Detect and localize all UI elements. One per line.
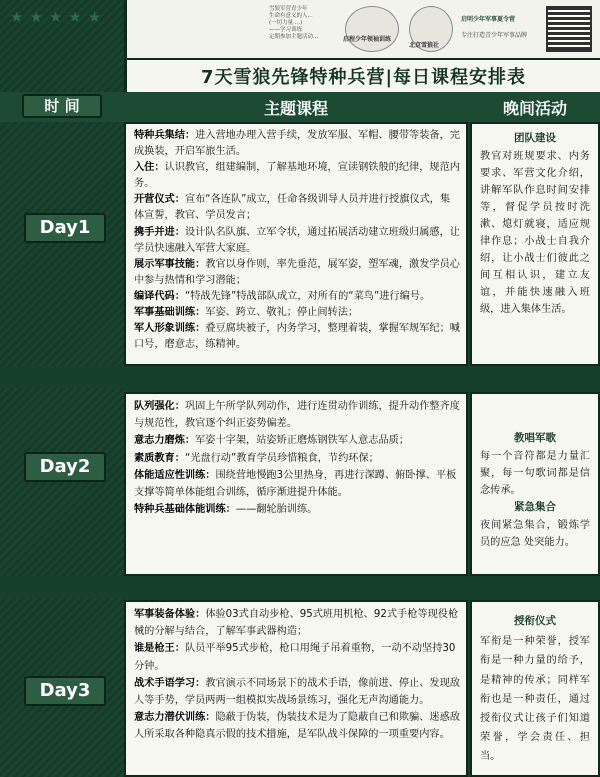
course-item	[134, 432, 460, 449]
page-title-bar	[124, 58, 600, 92]
course-key: 开营仪式：	[134, 194, 185, 206]
course-desc: 军姿、跨立、敬礼；停止间转法；	[205, 307, 359, 319]
day3-main-cell	[124, 600, 468, 777]
org-line: 雪狼军营青少年	[269, 6, 308, 12]
day3-section	[124, 600, 600, 777]
course-desc: “光盘行动”教育学员珍惜粮食，节约环保；	[184, 452, 379, 464]
course-desc: 围绕营地慢跑3公里热身，再进行深蹲、俯卧撑、平板支撑等简单体能组合训练，循序渐进提升体能。	[134, 469, 457, 499]
course-item	[134, 305, 460, 321]
column-main-header: 主题课程	[263, 99, 328, 118]
course-desc: 叠豆腐块被子，内务学习，整理着装，掌握军规军纪；喊口号，磨意志，练精神。	[134, 323, 460, 351]
course-item	[134, 192, 460, 224]
day1-main-cell	[124, 122, 468, 366]
course-desc: 进入营地办理入营手续，发放军服、军帽、腰带等装备，完成换装，开启军旅生活。	[134, 130, 460, 158]
course-key: 特种兵集结：	[134, 130, 196, 141]
day1-badge: Day1	[24, 213, 106, 243]
evening-title: 教唱军歌	[514, 432, 556, 444]
evening-body: 每一个音符都是力量汇聚，每一句歌词都是信念传承。	[480, 451, 590, 496]
course-item	[134, 467, 460, 501]
org-text	[269, 6, 329, 41]
stars-decor: ★★★★★	[10, 8, 108, 26]
course-item	[134, 709, 460, 743]
course-item	[134, 501, 460, 518]
course-key: 体能适应性训练：	[134, 469, 216, 481]
day1-section	[124, 122, 600, 366]
course-desc: 巩固上午所学队列动作，进行连贯动作训练，提升动作整齐度与规范性，教官逐个纠正姿势偏差。	[134, 401, 460, 430]
course-item	[134, 450, 460, 467]
course-key: 军人形象训练：	[134, 323, 206, 335]
evening-title: 团队建设	[514, 132, 556, 144]
course-desc: 教官演示不同场景下的战术手语，像前进、停止、发现敌人等手势，学员两两一组模拟实战场景练习，强化无声沟通能力。	[134, 677, 460, 707]
day2-evening-cell	[470, 392, 600, 576]
day2-badge: Day2	[24, 452, 106, 482]
org-line: 生命有意义的人...	[269, 13, 313, 19]
course-item	[134, 606, 460, 640]
course-desc: 设计队名队旗、立军令状，通过拓展活动建立班级归属感，让学员快速融入军营大家庭。	[134, 226, 460, 254]
course-item	[134, 257, 460, 289]
course-desc: 宣布“各连队”成立，任命各级训导人员并进行授旗仪式，集体宣誓，教官、学员发言；	[134, 194, 451, 222]
day2-main-cell	[124, 392, 468, 576]
course-key: 编译代码：	[134, 290, 185, 302]
evening-title-2: 紧急集合	[514, 501, 556, 513]
course-key: 展示军事技能：	[134, 258, 206, 270]
day3-evening-cell	[470, 600, 600, 777]
evening-body-2: 夜间紧急集合，锻炼学员的应急 处突能力。	[480, 520, 590, 548]
course-item	[134, 640, 460, 674]
course-item	[134, 128, 460, 160]
course-key: 意志力潜伏训练：	[134, 712, 216, 724]
logo1-text: 启程少年领袖训练	[343, 36, 392, 43]
course-key: 素质教育：	[134, 452, 185, 464]
divider-band	[0, 576, 600, 598]
day3-badge: Day3	[24, 676, 106, 706]
course-desc: 教官以身作则，率先垂范，展军姿，塑军魂，激发学员心中参与热情和学习潜能；	[134, 258, 460, 286]
course-desc: 军姿十字架，站姿矫正磨炼钢铁军人意志品质；	[195, 435, 410, 447]
course-desc: ——翻轮胎训练。	[235, 504, 318, 516]
page-title: 7天雪狼先锋特种兵营|每日课程安排表	[200, 67, 527, 88]
course-desc: 队员平举95式步枪，枪口用绳子吊着重物，一动不动坚持30分钟。	[134, 643, 456, 672]
course-key: 谁是枪王：	[134, 643, 185, 655]
course-key: 携手并进：	[134, 226, 185, 238]
course-key: 意志力磨炼：	[134, 435, 196, 447]
course-item	[134, 675, 460, 709]
logo2-text: 北京雪狼社	[409, 42, 440, 49]
right-header-2: 专注打造青少年军事品牌	[461, 32, 528, 39]
course-key: 入住：	[134, 162, 165, 174]
evening-body: 军衔是一种荣誉，授军衔是一种力量的给予，是精神的传承；同样军衔也是一种责任，通过授衔仪式让孩子们知道荣誉，学会责任、担当。	[480, 636, 590, 763]
evening-body: 教官对班规要求、内务要求、军营文化介绍，讲解军队作息时间安排等，督促学员按时洗漱、熄灯就寝，适应规律作息；小战士自我介绍，让小战士们彼此之间互相认识，建立友谊，并能快速融入班级，进入集体生活。	[480, 151, 590, 315]
header-banner	[124, 0, 600, 58]
course-desc: 隐蔽于伪装，伪装技术是为了隐蔽自己和欺骗、迷惑敌人所采取各种隐真示假的技术措施，是军队战斗保障的一项重要内容。	[134, 712, 460, 741]
divider-band	[0, 366, 600, 388]
course-item	[134, 160, 460, 192]
qr-code	[546, 6, 592, 52]
logo-emblem-1	[345, 6, 399, 52]
course-key: 军事基础训练：	[134, 307, 206, 319]
course-item	[134, 289, 460, 305]
column-evening-header: 晚间活动	[502, 99, 567, 118]
course-key: 队列强化：	[134, 401, 185, 412]
course-desc: 体验03式自动步枪、95式班用机枪、92式手枪等现役枪械的分解与结合，了解军事武器构造；	[134, 609, 459, 638]
course-item	[134, 225, 460, 257]
day2-section	[124, 392, 600, 576]
course-desc: 认识教官，组建编制，了解基地环境，宣读钢铁般的纪律，规范内务。	[134, 162, 460, 190]
org-line: (一切力量 ...)	[269, 20, 303, 26]
org-line: ——学习训练	[269, 27, 303, 33]
course-item	[134, 321, 460, 353]
org-line: 定期参加主题活动...	[269, 34, 319, 40]
course-desc: “特战先锋”特战部队成立，对所有的“菜鸟”进行编号。	[184, 290, 431, 302]
course-key: 战术手语学习：	[134, 677, 206, 689]
course-item	[134, 398, 460, 432]
column-time-header: 时 间	[22, 94, 102, 118]
course-key: 特种兵基础体能训练：	[134, 504, 236, 516]
evening-title: 授衔仪式	[514, 615, 556, 627]
right-header-1: 启明少年军事夏令营	[461, 16, 516, 23]
course-key: 军事装备体验：	[134, 609, 206, 620]
day1-evening-cell	[470, 122, 600, 366]
